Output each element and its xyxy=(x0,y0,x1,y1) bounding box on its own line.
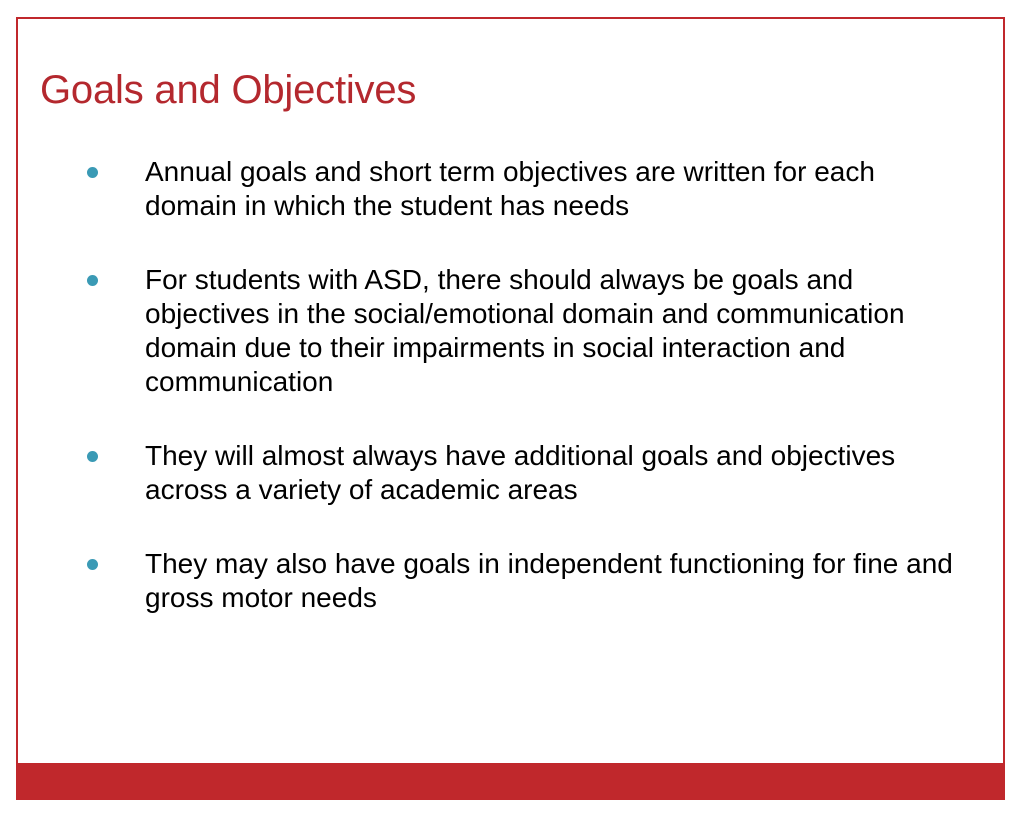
bullet-dot-icon xyxy=(87,451,98,462)
slide-title: Goals and Objectives xyxy=(40,68,417,112)
bullet-text: They will almost always have additional goals and objectives across a variety of academic areas xyxy=(145,440,896,505)
bullet-item xyxy=(80,263,960,399)
bullet-item xyxy=(80,155,960,223)
bullet-dot-icon xyxy=(87,167,98,178)
bullet-item xyxy=(80,547,960,615)
footer-bar xyxy=(16,763,1005,800)
bullet-text: They may also have goals in independent functioning for fine and gross motor needs xyxy=(145,548,953,613)
bullet-list xyxy=(80,155,960,655)
bullet-dot-icon xyxy=(87,559,98,570)
bullet-item xyxy=(80,439,960,507)
bullet-text: For students with ASD, there should always be goals and objectives in the social/emotional domain and communication domain due to their impairments in social interaction and communication xyxy=(145,264,905,397)
bullet-dot-icon xyxy=(87,275,98,286)
bullet-text: Annual goals and short term objectives are written for each domain in which the student has needs xyxy=(145,156,875,221)
